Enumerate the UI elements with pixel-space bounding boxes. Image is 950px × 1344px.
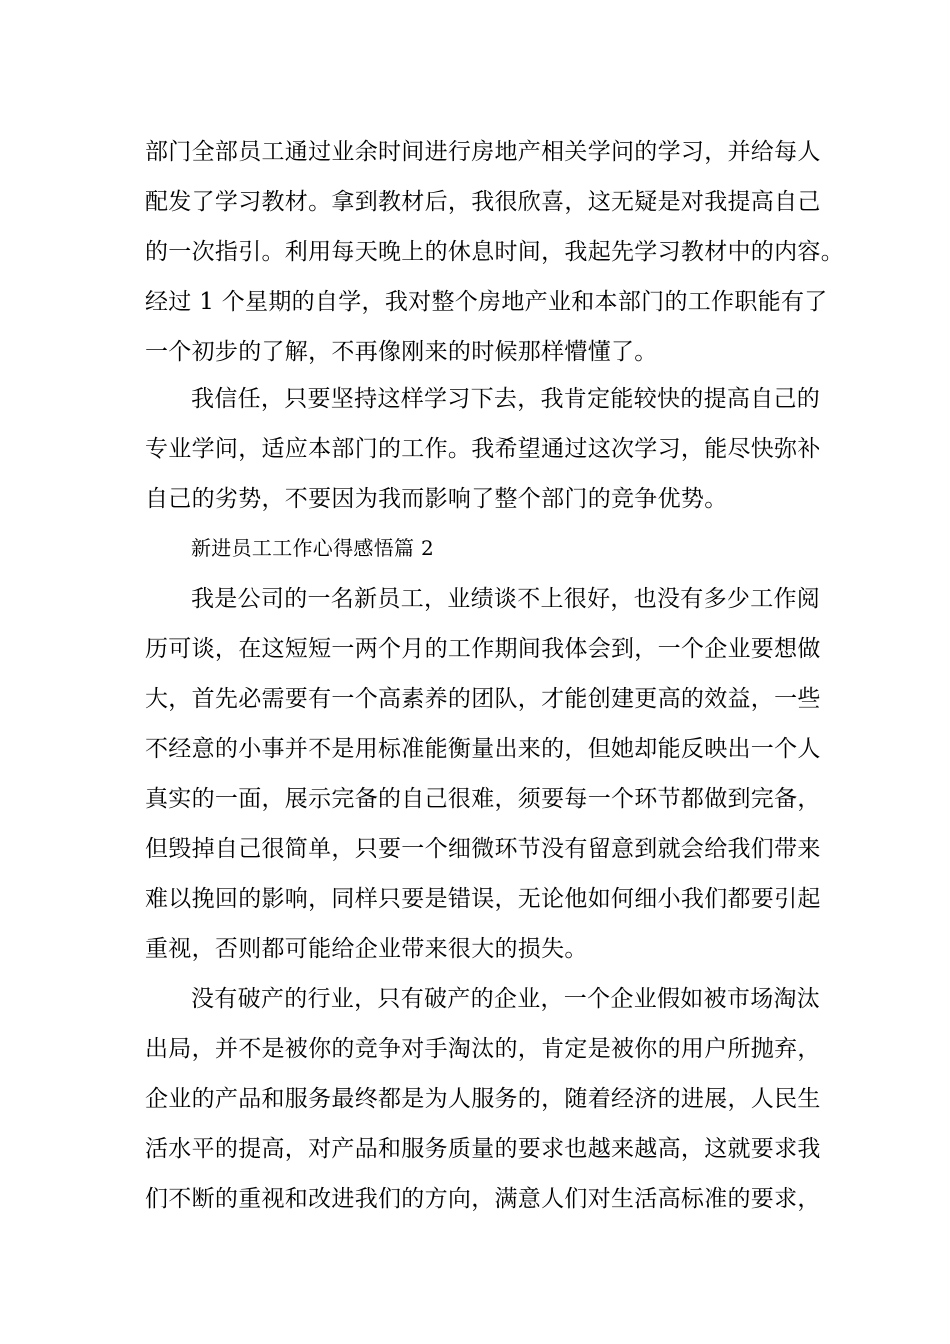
text-line: 企业的产品和服务最终都是为人服务的，随着经济的进展，人民生 [145, 1086, 821, 1112]
heading-text: 新进员工工作心得感悟篇 2 [191, 536, 434, 560]
text-line: 但毁掉自己很简单，只要一个细微环节没有留意到就会给我们带来 [145, 836, 821, 862]
text-line: 经过 1 个星期的自学，我对整个房地产业和本部门的工作职能有了 [145, 289, 828, 315]
text-line: 历可谈，在这短短一两个月的工作期间我体会到，一个企业要想做 [145, 636, 821, 662]
paragraph-4 [145, 974, 825, 1224]
text-line: 的一次指引。利用每天晚上的休息时间，我起先学习教材中的内容。 [145, 239, 844, 265]
text-line: 大，首先必需要有一个高素养的团队，才能创建更高的效益，一些 [145, 686, 821, 712]
text-line: 难以挽回的影响，同样只要是错误，无论他如何细小我们都要引起 [145, 886, 821, 912]
text-line: 出局，并不是被你的竞争对手淘汰的，肯定是被你的用户所抛弃， [145, 1036, 821, 1062]
text-line: 没有破产的行业，只有破产的企业，一个企业假如被市场淘汰 [191, 986, 821, 1012]
text-line: 活水平的提高，对产品和服务质量的要求也越来越高，这就要求我 [145, 1136, 821, 1162]
section-heading [145, 523, 825, 573]
text-line: 我是公司的一名新员工，业绩谈不上很好，也没有多少工作阅 [191, 586, 821, 612]
text-line: 们不断的重视和改进我们的方向，满意人们对生活高标准的要求， [145, 1186, 821, 1212]
text-line: 不经意的小事并不是用标准能衡量出来的，但她却能反映出一个人 [145, 736, 821, 762]
text-line: 配发了学习教材。拿到教材后，我很欣喜，这无疑是对我提高自己 [145, 189, 821, 215]
text-line: 一个初步的了解，不再像刚来的时候那样懵懂了。 [145, 339, 658, 365]
text-line: 部门全部员工通过业余时间进行房地产相关学问的学习，并给每人 [145, 139, 821, 165]
text-line: 真实的一面，展示完备的自己很难，须要每一个环节都做到完备， [145, 786, 821, 812]
paragraph-2 [145, 374, 825, 524]
text-line: 自己的劣势，不要因为我而影响了整个部门的竞争优势。 [145, 486, 728, 512]
paragraph-1 [145, 127, 844, 377]
text-line: 专业学问，适应本部门的工作。我希望通过这次学习，能尽快弥补 [145, 436, 821, 462]
text-line: 我信任，只要坚持这样学习下去，我肯定能较快的提高自己的 [191, 386, 821, 412]
text-line: 重视，否则都可能给企业带来很大的损失。 [145, 936, 588, 962]
paragraph-3 [145, 574, 825, 974]
